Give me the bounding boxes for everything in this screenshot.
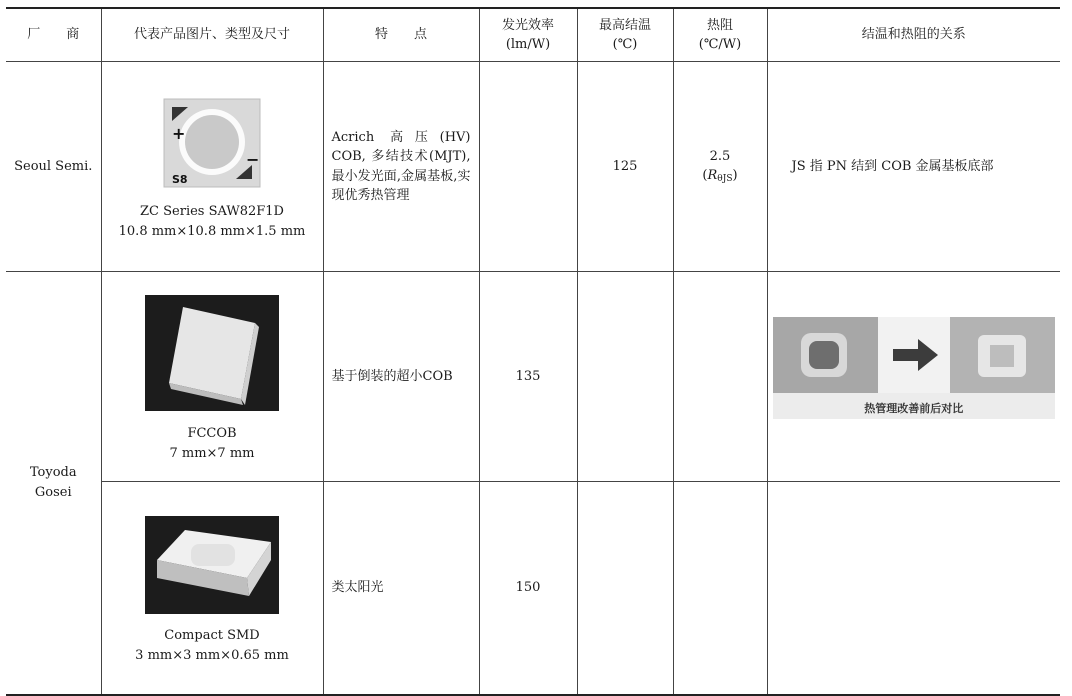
features-cell: Acrich 高压(HV) COB, 多结技术(MJT),最小发光面,金属基板,实现优秀热管理 bbox=[323, 62, 479, 272]
header-rth-line1: 热阻 bbox=[706, 17, 733, 33]
product-name: Compact SMD bbox=[164, 628, 260, 644]
header-efficacy-line1: 发光效率 bbox=[501, 17, 554, 33]
tj-cell: 125 bbox=[577, 62, 673, 272]
product-name: ZC Series SAW82F1D bbox=[140, 203, 284, 219]
rth-symbol: R bbox=[707, 168, 718, 183]
header-tj-line2: (℃) bbox=[612, 37, 638, 52]
rth-open: ( bbox=[702, 168, 708, 183]
product-image-compact-smd bbox=[145, 516, 279, 621]
product-size: 7 mm×7 mm bbox=[169, 445, 255, 461]
s8-label: S8 bbox=[172, 173, 188, 187]
header-vendor: 厂 商 bbox=[6, 8, 101, 62]
figure-caption: 热管理改善前后对比 bbox=[864, 401, 964, 415]
header-product: 代表产品图片、类型及尺寸 bbox=[101, 8, 323, 62]
rth-sub: θJS bbox=[717, 174, 733, 184]
product-size: 10.8 mm×10.8 mm×1.5 mm bbox=[118, 223, 306, 239]
tj-cell bbox=[577, 272, 673, 482]
rth-close: ) bbox=[732, 168, 738, 183]
comparison-table bbox=[6, 7, 1060, 696]
header-row bbox=[6, 8, 1060, 62]
features-cell: 类太阳光 bbox=[323, 482, 479, 696]
product-image-fccob bbox=[145, 295, 279, 418]
header-features: 特 点 bbox=[323, 8, 479, 62]
vendor-cell: Seoul Semi. bbox=[6, 62, 101, 272]
header-tj bbox=[577, 8, 673, 62]
rth-cell bbox=[673, 482, 767, 696]
relation-cell: JS 指 PN 结到 COB 金属基板底部 bbox=[767, 62, 1060, 272]
table-row bbox=[6, 482, 1060, 696]
header-efficacy bbox=[479, 8, 577, 62]
plus-label: + bbox=[172, 124, 186, 144]
header-rth bbox=[673, 8, 767, 62]
relation-cell bbox=[767, 272, 1060, 482]
vendor-text: Toyoda Gosei bbox=[29, 464, 77, 500]
product-cell bbox=[101, 482, 323, 696]
efficacy-cell: 135 bbox=[479, 272, 577, 482]
product-cell bbox=[101, 272, 323, 482]
features-cell: 基于倒装的超小COB bbox=[323, 272, 479, 482]
rth-cell bbox=[673, 272, 767, 482]
minus-label: − bbox=[246, 150, 260, 170]
header-efficacy-line2: (lm/W) bbox=[505, 37, 551, 52]
product-name: FCCOB bbox=[187, 425, 237, 441]
header-tj-line1: 最高结温 bbox=[598, 17, 651, 33]
thermal-comparison-figure bbox=[773, 317, 1055, 419]
tj-cell bbox=[577, 482, 673, 696]
relation-cell bbox=[767, 482, 1060, 696]
efficacy-cell: 150 bbox=[479, 482, 577, 696]
table-row bbox=[6, 62, 1060, 272]
efficacy-cell bbox=[479, 62, 577, 272]
rth-cell bbox=[673, 62, 767, 272]
product-image-saw82f1d bbox=[162, 97, 262, 196]
rth-value: 2.5 bbox=[709, 148, 731, 164]
table-row bbox=[6, 272, 1060, 482]
product-size: 3 mm×3 mm×0.65 mm bbox=[135, 648, 289, 664]
header-relation: 结温和热阻的关系 bbox=[767, 8, 1060, 62]
product-cell bbox=[101, 62, 323, 272]
rth-symbol-line bbox=[674, 166, 767, 187]
vendor-cell bbox=[6, 272, 101, 696]
header-rth-line2: (℃/W) bbox=[698, 37, 742, 52]
